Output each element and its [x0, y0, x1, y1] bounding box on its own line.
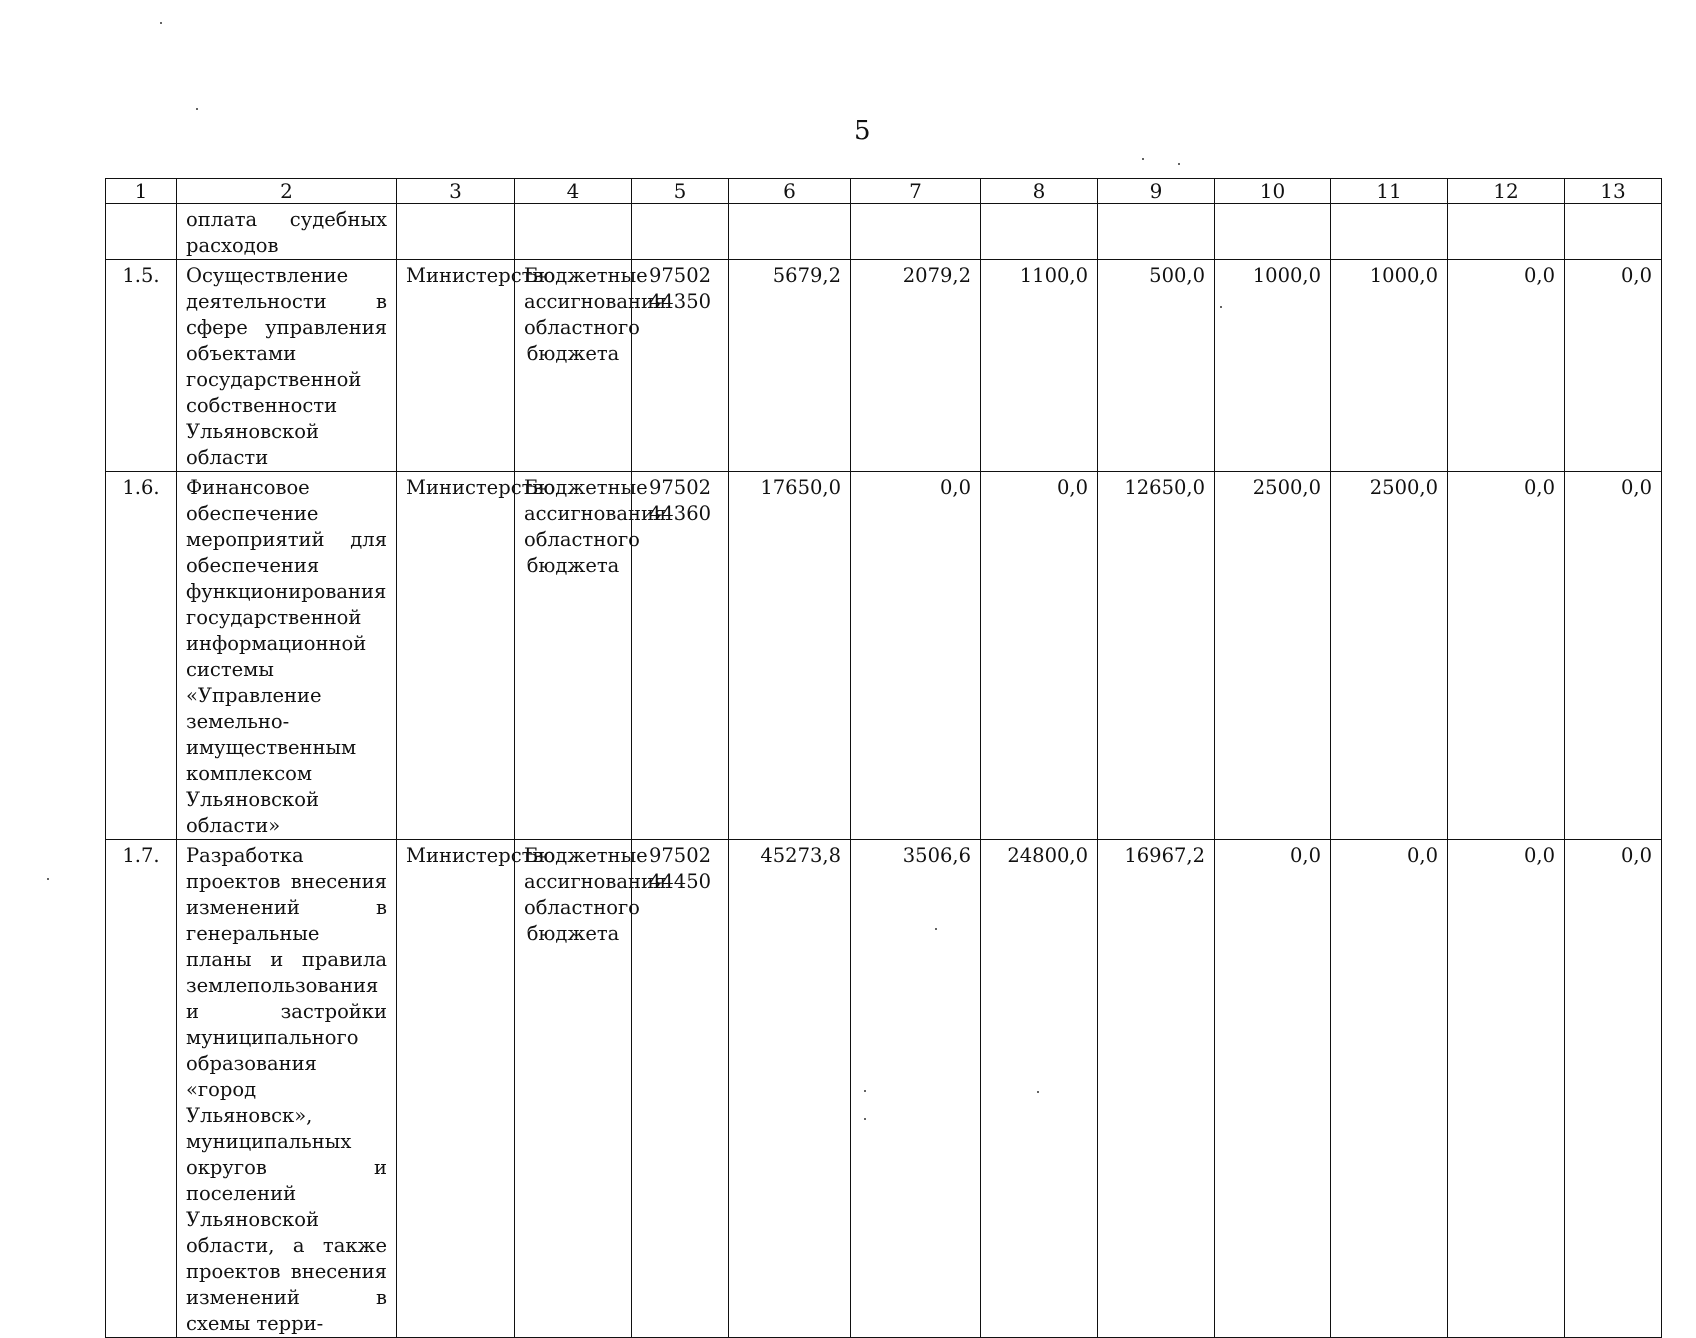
- scan-speck: [864, 1090, 866, 1092]
- column-header: 4: [515, 179, 632, 204]
- row-name: Финансовое обеспечение мероприятий для обеспечения функционирования государственной информационной системы «Управление земельно-имущественным комплексом Ульяновской области»: [177, 472, 397, 840]
- value-cell: 5679,2: [729, 260, 851, 472]
- value-cell: 45273,8: [729, 840, 851, 1338]
- value-cell: 12650,0: [1098, 472, 1215, 840]
- value-cell: 2500,0: [1215, 472, 1331, 840]
- column-header: 11: [1331, 179, 1448, 204]
- scan-speck: [864, 1118, 866, 1120]
- column-header: 3: [397, 179, 515, 204]
- row-code: [632, 204, 729, 260]
- value-cell: 1000,0: [1215, 260, 1331, 472]
- table-row: [106, 472, 1662, 840]
- value-cell: 16967,2: [1098, 840, 1215, 1338]
- scan-speck: [1178, 163, 1180, 165]
- value-cell: 0,0: [851, 472, 981, 840]
- value-cell: [1098, 204, 1215, 260]
- value-cell: [1565, 204, 1662, 260]
- table-row: [106, 840, 1662, 1338]
- value-cell: 0,0: [1565, 472, 1662, 840]
- value-cell: 1100,0: [981, 260, 1098, 472]
- column-header: 2: [177, 179, 397, 204]
- row-executor: Министерство: [397, 840, 515, 1338]
- scan-speck: [196, 108, 198, 110]
- row-source: Бюджетные ассигнования областного бюджета: [515, 840, 632, 1338]
- table-row: [106, 204, 1662, 260]
- value-cell: 0,0: [981, 472, 1098, 840]
- column-header: 13: [1565, 179, 1662, 204]
- value-cell: 2079,2: [851, 260, 981, 472]
- value-cell: 0,0: [1565, 840, 1662, 1338]
- row-id: 1.6.: [106, 472, 177, 840]
- row-name: Разработка проектов внесения изменений в генеральные планы и правила землепользования и застройки муниципального образования «город Ульяновск», муниципальных округов и поселений Ульяновской области, а также проектов внесения изменений в схемы терри-: [177, 840, 397, 1338]
- row-executor: Министерство: [397, 472, 515, 840]
- column-header: 6: [729, 179, 851, 204]
- scan-speck: [935, 928, 937, 930]
- row-name: Осуществление деятельности в сфере управления объектами государственной собственности Ульяновской области: [177, 260, 397, 472]
- column-header: 7: [851, 179, 981, 204]
- scan-speck: [47, 878, 49, 880]
- table-row: [106, 260, 1662, 472]
- value-cell: [729, 204, 851, 260]
- scan-speck: [1037, 1091, 1039, 1093]
- value-cell: 0,0: [1565, 260, 1662, 472]
- row-executor: [397, 204, 515, 260]
- column-header: 8: [981, 179, 1098, 204]
- row-code: 97502 44350: [632, 260, 729, 472]
- row-code: 97502 44450: [632, 840, 729, 1338]
- row-source: Бюджетные ассигнования областного бюджета: [515, 260, 632, 472]
- column-header: 5: [632, 179, 729, 204]
- value-cell: 1000,0: [1331, 260, 1448, 472]
- scan-speck: [1220, 306, 1222, 308]
- value-cell: 500,0: [1098, 260, 1215, 472]
- row-name: оплата судебных расходов: [177, 204, 397, 260]
- value-cell: [1215, 204, 1331, 260]
- value-cell: [851, 204, 981, 260]
- row-source: [515, 204, 632, 260]
- scan-speck: [160, 22, 162, 24]
- value-cell: [1331, 204, 1448, 260]
- column-header: 12: [1448, 179, 1565, 204]
- row-id: 1.5.: [106, 260, 177, 472]
- column-header: 10: [1215, 179, 1331, 204]
- row-source: Бюджетные ассигнования областного бюджета: [515, 472, 632, 840]
- value-cell: 3506,6: [851, 840, 981, 1338]
- value-cell: [981, 204, 1098, 260]
- row-code: 97502 44360: [632, 472, 729, 840]
- column-header: 1: [106, 179, 177, 204]
- value-cell: 0,0: [1331, 840, 1448, 1338]
- row-id: [106, 204, 177, 260]
- value-cell: 0,0: [1448, 472, 1565, 840]
- value-cell: [1448, 204, 1565, 260]
- column-header: 9: [1098, 179, 1215, 204]
- row-id: 1.7.: [106, 840, 177, 1338]
- value-cell: 2500,0: [1331, 472, 1448, 840]
- scan-speck: [1142, 158, 1144, 160]
- budget-table: [105, 178, 1662, 1338]
- value-cell: 0,0: [1448, 260, 1565, 472]
- page-number: 5: [854, 116, 871, 146]
- value-cell: 17650,0: [729, 472, 851, 840]
- row-executor: Министерство: [397, 260, 515, 472]
- value-cell: 0,0: [1215, 840, 1331, 1338]
- column-number-row: [106, 179, 1662, 204]
- value-cell: 24800,0: [981, 840, 1098, 1338]
- value-cell: 0,0: [1448, 840, 1565, 1338]
